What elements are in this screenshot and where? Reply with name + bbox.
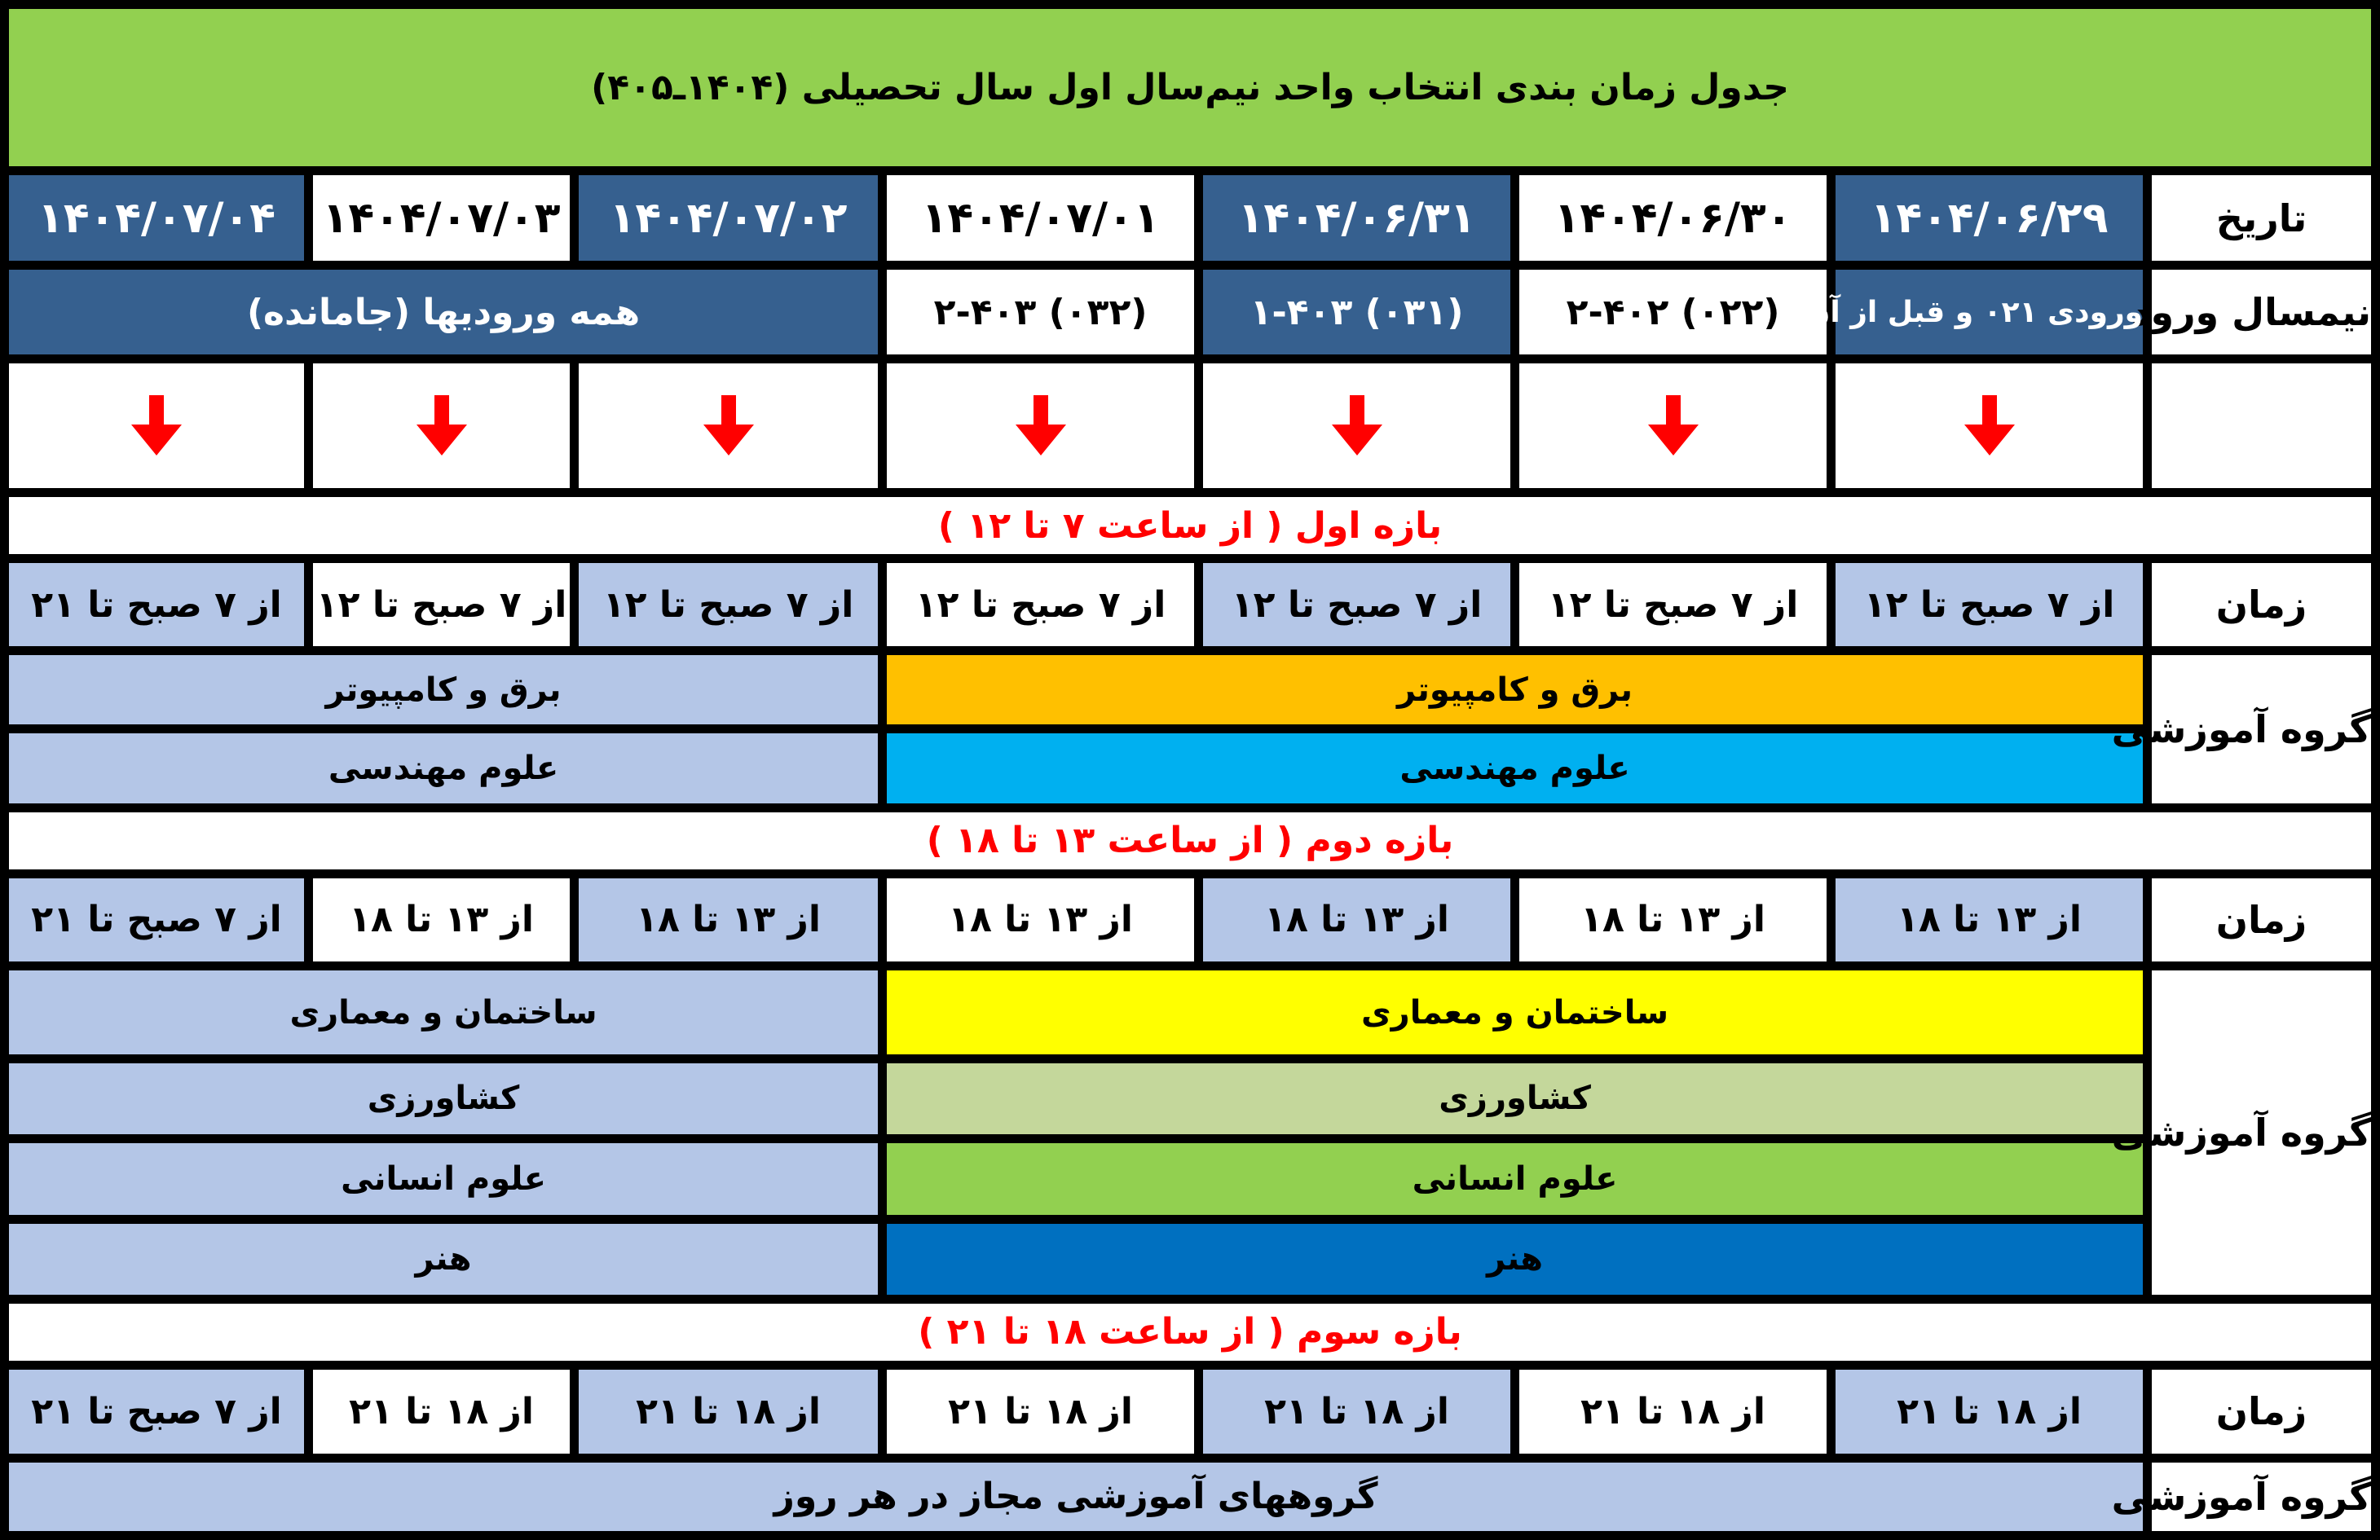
time-cell: از ۷ صبح تا ۱۲	[1515, 559, 1831, 651]
time-cell: از ۱۸ تا ۲۱	[883, 1366, 1199, 1459]
date-cell: ۱۴۰۴/۰۶/۳۱	[1199, 170, 1515, 266]
time-label: زمان	[2148, 559, 2376, 651]
time-cell: از ۷ صبح تا ۲۱	[5, 1366, 309, 1459]
entry-label: نیمسال ورود	[2148, 266, 2376, 359]
date-label: تاریخ	[2148, 170, 2376, 266]
arrow-down-icon	[1012, 395, 1069, 457]
group-cell: علوم مهندسی	[883, 729, 2148, 807]
arrow-down-icon	[413, 395, 470, 457]
arrow-down-icon	[1645, 395, 1702, 457]
time-cell: از ۱۳ تا ۱۸	[1199, 873, 1515, 966]
time-cell: از ۷ صبح تا ۲۱	[5, 873, 309, 966]
date-cell: ۱۴۰۴/۰۷/۰۴	[5, 170, 309, 266]
page-title: جدول زمان بندی انتخاب واحد نیم‌سال اول سال تحصیلی (۱۴۰۴ـ۴۰۵)	[5, 5, 2376, 171]
group-cell: برق و کامپیوتر	[883, 650, 2148, 728]
group-cell: علوم انسانی	[883, 1139, 2148, 1219]
time-cell: از ۱۳ تا ۱۸	[575, 873, 883, 966]
time-cell: از ۱۸ تا ۲۱	[575, 1366, 883, 1459]
group-label: گروه آموزشی	[2148, 650, 2376, 807]
group-cell: هنر	[883, 1219, 2148, 1299]
time-cell: از ۷ صبح تا ۱۲	[1199, 559, 1515, 651]
group-cell-late: علوم مهندسی	[5, 729, 883, 807]
group-cell: ساختمان و معماری	[883, 966, 2148, 1059]
time-cell: از ۷ صبح تا ۱۲	[309, 559, 575, 651]
time-cell: از ۱۸ تا ۲۱	[1199, 1366, 1515, 1459]
arrow-row	[5, 359, 2376, 493]
time-cell: از ۱۸ تا ۲۱	[309, 1366, 575, 1459]
group-label: گروه آموزشی	[2148, 1458, 2376, 1535]
date-cell: ۱۴۰۴/۰۶/۳۰	[1515, 170, 1831, 266]
group-cell: کشاورزی	[883, 1058, 2148, 1138]
time-cell: از ۷ صبح تا ۲۱	[5, 559, 309, 651]
all-groups-cell: گروههای آموزشی مجاز در هر روز	[5, 1458, 2148, 1535]
group-cell-late: ساختمان و معماری	[5, 966, 883, 1059]
time-cell: از ۱۳ تا ۱۸	[883, 873, 1199, 966]
entry-cell-all: همه ورودیها (جامانده)	[5, 266, 883, 359]
entry-cell: (۰۳۱) ۱-۴۰۳	[1199, 266, 1515, 359]
time-cell: از ۱۳ تا ۱۸	[1831, 873, 2148, 966]
group-cell-late: کشاورزی	[5, 1058, 883, 1138]
time-cell: از ۷ صبح تا ۱۲	[1831, 559, 2148, 651]
date-cell: ۱۴۰۴/۰۷/۰۳	[309, 170, 575, 266]
group-cell-late: هنر	[5, 1219, 883, 1299]
arrow-down-icon	[128, 395, 185, 457]
period-1-title: بازه اول ( از ساعت ۷ تا ۱۲ )	[5, 493, 2376, 559]
group-cell-late: برق و کامپیوتر	[5, 650, 883, 728]
period-3-title: بازه سوم ( از ساعت ۱۸ تا ۲۱ )	[5, 1299, 2376, 1365]
arrow-down-icon	[1329, 395, 1386, 457]
group-label: گروه آموزشی	[2148, 966, 2376, 1300]
time-cell: از ۱۸ تا ۲۱	[1831, 1366, 2148, 1459]
group-cell-late: علوم انسانی	[5, 1139, 883, 1219]
arrow-down-icon	[700, 395, 757, 457]
arrow-down-icon	[1961, 395, 2018, 457]
empty-cell	[2148, 359, 2376, 493]
entry-cell: (۰۳۲) ۲-۴۰۳	[883, 266, 1199, 359]
period-2-title: بازه دوم ( از ساعت ۱۳ تا ۱۸ )	[5, 807, 2376, 873]
time-cell: از ۷ صبح تا ۱۲	[575, 559, 883, 651]
entry-cell: (۰۲۲) ۲-۴۰۲	[1515, 266, 1831, 359]
time-cell: از ۱۳ تا ۱۸	[1515, 873, 1831, 966]
date-cell: ۱۴۰۴/۰۶/۲۹	[1831, 170, 2148, 266]
entry-cell: ورودی ۰۲۱ و قبل از آن	[1831, 266, 2148, 359]
time-label: زمان	[2148, 1366, 2376, 1459]
time-label: زمان	[2148, 873, 2376, 966]
time-cell: از ۷ صبح تا ۱۲	[883, 559, 1199, 651]
date-cell: ۱۴۰۴/۰۷/۰۱	[883, 170, 1199, 266]
time-cell: از ۱۸ تا ۲۱	[1515, 1366, 1831, 1459]
time-cell: از ۱۳ تا ۱۸	[309, 873, 575, 966]
date-cell: ۱۴۰۴/۰۷/۰۲	[575, 170, 883, 266]
